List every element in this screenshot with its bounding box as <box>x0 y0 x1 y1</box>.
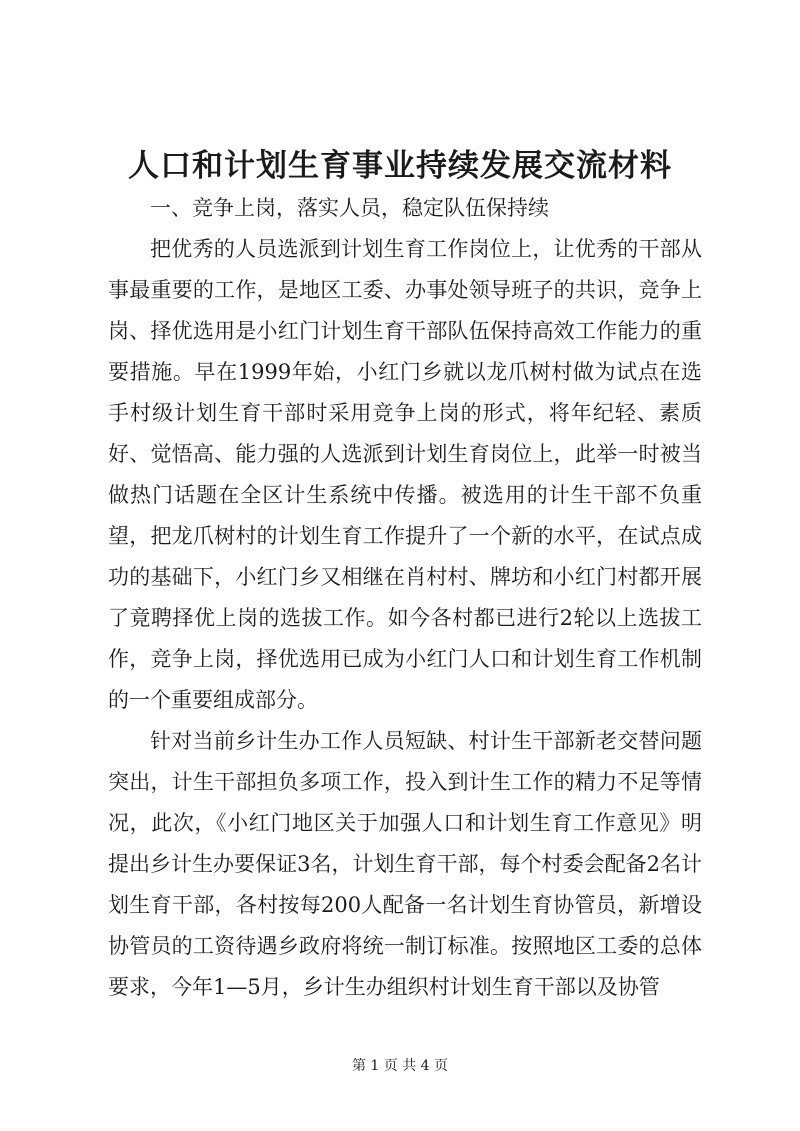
document-body <box>108 188 702 1008</box>
paragraph-2: 针对当前乡计生办工作人员短缺、村计生干部新老交替问题突出，计生干部担负多项工作，投入到计生工作的精力不足等情况，此次，《小红门地区关于加强人口和计划生育工作意见》明提出乡计生办要保证3名，计划生育干部，每个村委会配备2名计划生育干部，各村按每200人配备一名计划生育协管员，新增设协管员的工资待遇乡政府将统一制订标准。按照地区工委的总体要求，今年1—5月，乡计生办组织村计划生育干部以及协管 <box>108 729 702 999</box>
page-footer: 第 1 页 共 4 页 <box>351 1058 449 1074</box>
paragraph-1: 把优秀的人员选派到计划生育工作岗位上，让优秀的干部从事最重要的工作，是地区工委、办事处领导班子的共识，竞争上岗、择优选用是小红门计划生育干部队伍保持高效工作能力的重要措施。早在1999年始，小红门乡就以龙爪树村做为试点在选手村级计划生育干部时采用竞争上岗的形式，将年纪轻、素质好、觉悟高、能力强的人选派到计划生育岗位上，此举一时被当做热门话题在全区计生系统中传播。被选用的计生干部不负重望，把龙爪树村的计划生育工作提升了一个新的水平，在试点成功的基础下，小红门乡又相继在肖村村、牌坊和小红门村都开展了竟聘择优上岗的选拔工作。如今各村都已进行2轮以上选拔工作，竞争上岗，择优选用已成为小红门人口和计划生育工作机制的一个重要组成部分。 <box>108 237 702 712</box>
document-title: 人口和计划生育事业持续发展交流材料 <box>128 148 672 184</box>
section-heading: 一、竞争上岗，落实人员，稳定队伍保持续 <box>150 196 549 220</box>
